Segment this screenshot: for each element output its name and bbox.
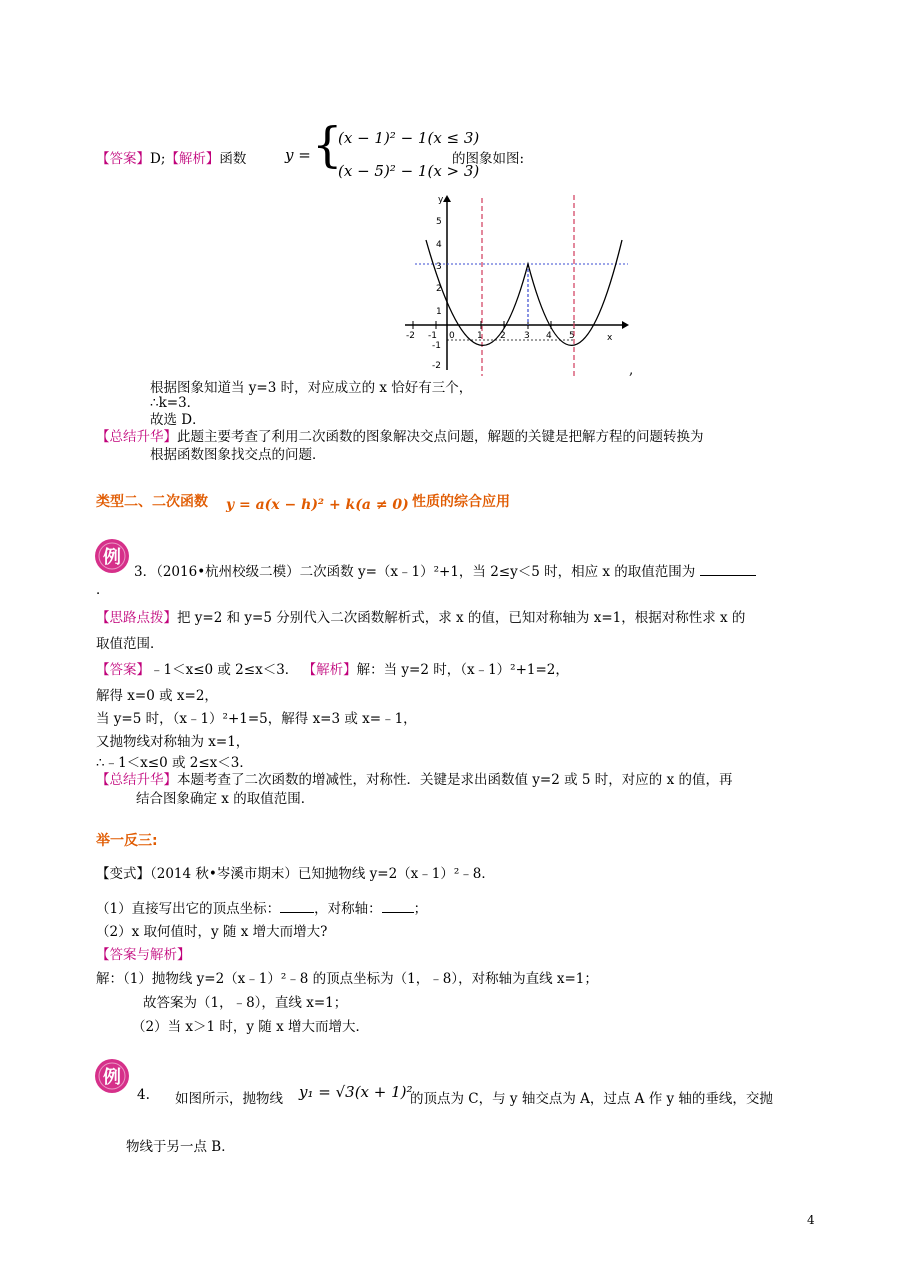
analysis-tag: 【解析】	[165, 151, 220, 167]
ex3-question-text: 3．（2016•杭州校级二模）二次函数 y=（x﹣1）²+1，当 2≤y＜5 时，相应 x 的取值范围为	[134, 564, 696, 580]
heading-suffix: 性质的综合应用	[412, 494, 510, 510]
page-number: 4	[807, 1213, 815, 1227]
summary-tag: 【总结升华】	[96, 429, 177, 445]
ex4-formula: y₁ = √3(x + 1)²	[299, 1083, 413, 1101]
practice-sol: 故答案为（1，﹣8），直线 x=1；	[143, 995, 348, 1011]
practice-heading: 举一反三:	[96, 833, 158, 849]
piece-2: (x − 5)² − 1(x > 3)	[338, 162, 480, 180]
y-tick-label: 5	[436, 217, 442, 227]
ex3-answer	[96, 658, 569, 678]
x-tick-label: -1	[428, 331, 437, 341]
ex4-num: 4.	[137, 1087, 150, 1103]
x-tick-label: 0	[449, 331, 455, 341]
piece-1: (x − 1)² − 1(x ≤ 3)	[338, 129, 480, 147]
hint-tag: 【思路点拨】	[96, 610, 177, 626]
ex4-line2: 物线于另一点 B．	[126, 1139, 235, 1155]
heading-prefix: 类型二、二次函数	[96, 494, 208, 510]
piecewise-brace: {	[312, 117, 343, 173]
y-tick-label: 2	[436, 284, 442, 294]
x-tick-label: 5	[569, 331, 575, 341]
summary-tag: 【总结升华】	[96, 772, 177, 788]
ex4-text-after: 的顶点为 C，与 y 轴交点为 A，过点 A 作 y 轴的垂线，交抛	[410, 1091, 773, 1107]
badge-label: 例	[103, 547, 121, 568]
practice-q2: （2）x 取何值时，y 随 x 增大而增大?	[96, 924, 328, 940]
badge-label: 例	[103, 1067, 121, 1088]
analysis-tag: 【解析】	[302, 662, 357, 678]
ex3-hint	[96, 606, 745, 626]
variant-line: 【变式】（2014 秋•岑溪市期末）已知抛物线 y=2（x﹣1）²﹣8．	[96, 866, 495, 882]
ex3-question	[134, 560, 756, 580]
q1-text: （1）直接写出它的顶点坐标：	[96, 901, 281, 917]
practice-q1	[96, 897, 427, 917]
example-badge	[93, 1057, 131, 1095]
y-tick-label: 1	[436, 307, 442, 317]
graph-trailing-comma: ,	[629, 362, 634, 378]
ex3-line: 当 y=5 时，（x﹣1）²+1=5，解得 x=3 或 x=﹣1，	[96, 711, 417, 727]
practice-sol: （2）当 x＞1 时，y 随 x 增大而增大．	[132, 1019, 369, 1035]
x-tick-label: 4	[546, 331, 552, 341]
answer-tag: 【答案】	[96, 662, 150, 678]
x-axis-arrow	[622, 321, 629, 329]
y-tick-label: -1	[432, 341, 441, 351]
answer-value: D;	[150, 151, 166, 167]
practice-sol: 解：（1）抛物线 y=2（x﹣1）²﹣8 的顶点坐标为（1，﹣8），对称轴为直线 x=1；	[96, 971, 598, 987]
ex3-line: ∴﹣1＜x≤0 或 2≤x＜3．	[96, 755, 253, 771]
analysis-text: 解：当 y=2 时，（x﹣1）²+1=2，	[356, 662, 569, 678]
y-tick-label: 4	[436, 240, 442, 250]
y-tick-label: 3	[436, 262, 442, 272]
x-tick-label: 3	[524, 331, 530, 341]
heading-formula: y = a(x − h)² + k(a ≠ 0)	[226, 497, 409, 513]
ex3-summary	[96, 768, 732, 788]
answer-tag: 【答案】	[96, 151, 150, 167]
q1-text-3: ；	[413, 901, 428, 917]
axis-blank[interactable]	[382, 912, 414, 913]
ex2-summary	[96, 425, 704, 445]
ex3-line: 解得 x=0 或 x=2，	[96, 688, 218, 704]
ex3-line: 又抛物线对称轴为 x=1，	[96, 734, 250, 750]
practice-answer-tag: 【答案与解析】	[96, 947, 191, 963]
hint-text: 把 y=2 和 y=5 分别代入二次函数解析式，求 x 的值，已知对称轴为 x=1，根据对称性求 x 的	[177, 610, 746, 626]
func-prefix: 函数	[219, 151, 247, 167]
ex4-text-before: 如图所示，抛物线	[175, 1091, 283, 1107]
summary-text: 此题主要考查了利用二次函数的图象解决交点问题，解题的关键是把解方程的问题转换为	[177, 429, 704, 445]
x-tick-label: 2	[500, 331, 506, 341]
y-axis-arrow	[443, 195, 451, 202]
section-heading	[96, 491, 208, 511]
vertex-blank[interactable]	[280, 912, 314, 913]
answer-line	[96, 147, 246, 167]
y-axis-label: y	[438, 195, 444, 205]
answer-blank[interactable]	[700, 575, 756, 576]
ex3-hint-cont: 取值范围．	[96, 636, 164, 652]
q1-text-2: ，对称轴：	[314, 901, 382, 917]
ex3-period: ．	[96, 582, 110, 598]
ex2-summary-cont: 根据函数图象找交点的问题．	[150, 447, 326, 463]
func-suffix: 的图象如图:	[452, 151, 525, 167]
y-tick-label: -2	[432, 361, 441, 371]
x-tick-label: 1	[477, 331, 483, 341]
func-y-eq: y =	[285, 146, 311, 164]
ex2-line: ∴k=3．	[150, 395, 201, 411]
answer-text: ﹣1＜x≤0 或 2≤x＜3．	[150, 662, 299, 678]
ex2-line: 根据图象知道当 y=3 时，对应成立的 x 恰好有三个，	[150, 380, 473, 396]
summary-text: 本题考查了二次函数的增减性，对称性．关键是求出函数值 y=2 或 5 时，对应的 x 的值，再	[177, 772, 733, 788]
example-badge	[93, 537, 131, 575]
ex2-line: 故选 D．	[150, 412, 206, 428]
x-tick-label: -2	[406, 331, 415, 341]
x-axis-label: x	[607, 333, 613, 343]
ex3-summary-cont: 结合图象确定 x 的取值范围．	[136, 791, 315, 807]
piecewise-curve	[426, 240, 622, 345]
function-graph	[400, 190, 630, 380]
